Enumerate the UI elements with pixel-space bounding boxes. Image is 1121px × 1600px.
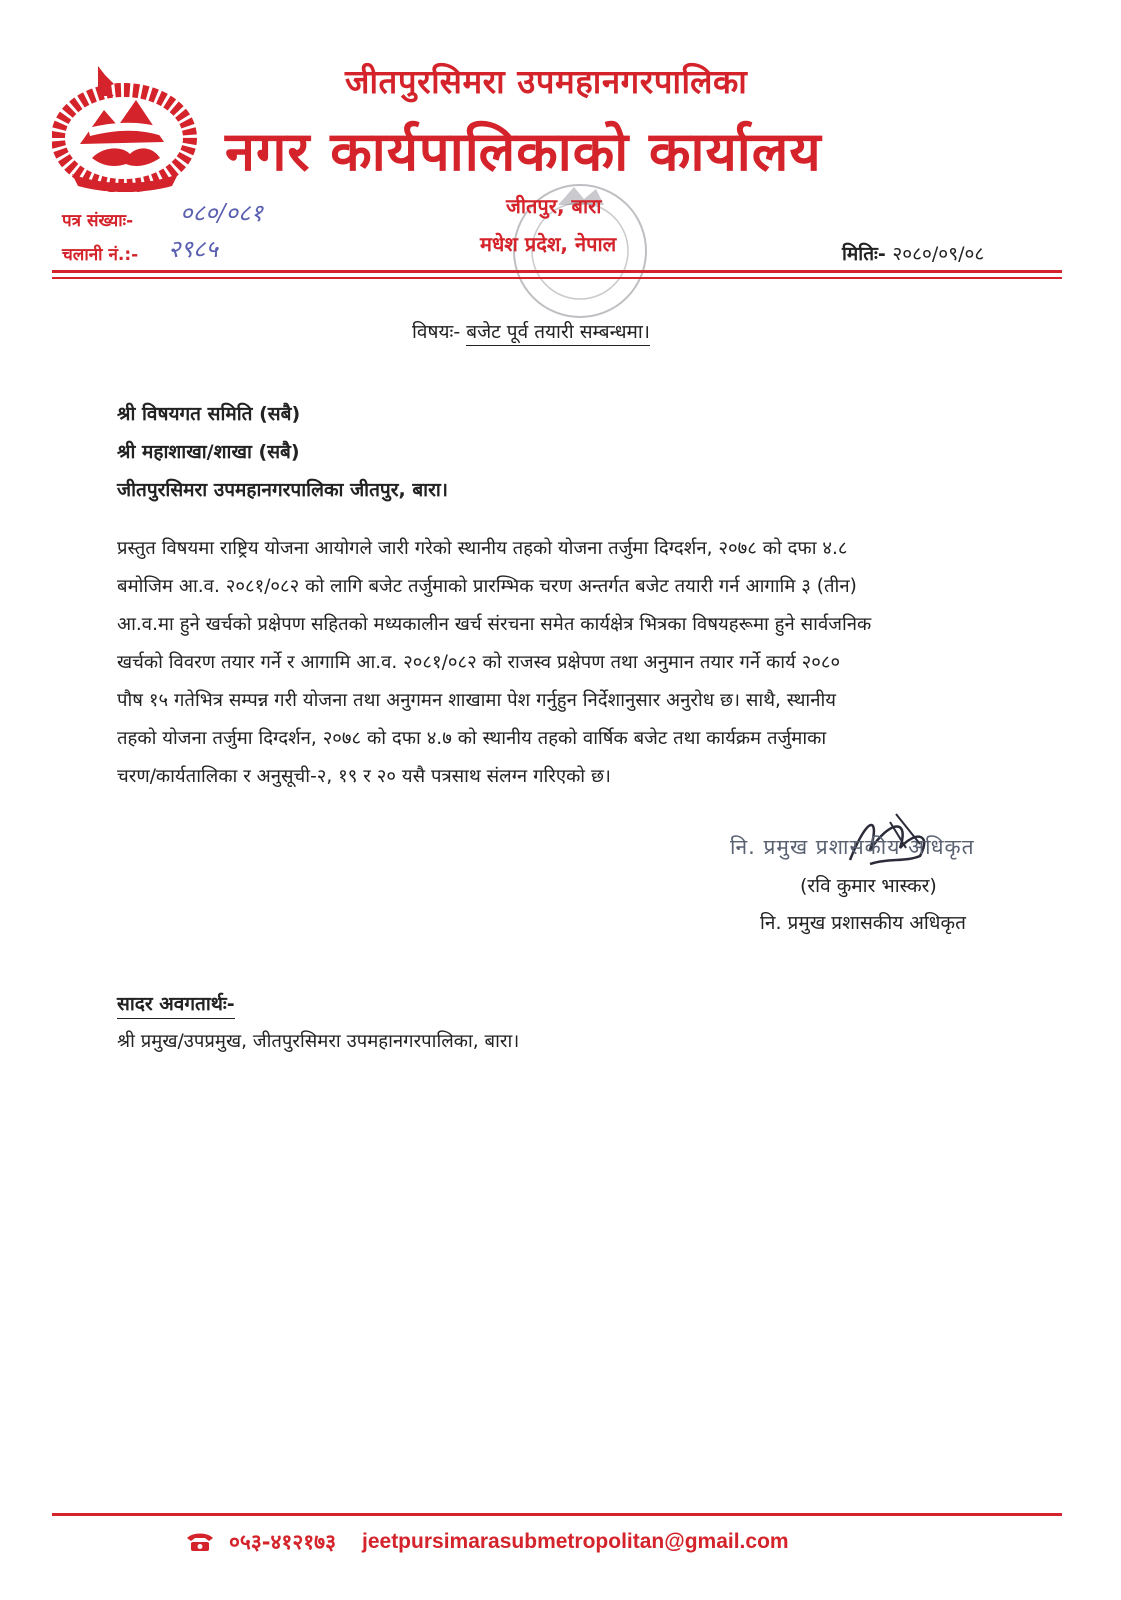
body-line: आ.व.मा हुने खर्चको प्रक्षेपण सहितको मध्यकालीन खर्च संरचना समेत कार्यक्षेत्र भित्रका विषयहरूमा हुने सार्वजनिक [117, 614, 872, 635]
designation-stamp: नि. प्रमुख प्रशासकीय अधिकृत [730, 835, 975, 859]
letter-no-label: पत्र संख्याः- [62, 211, 134, 231]
header-rule [52, 270, 1062, 273]
subject-line [412, 318, 650, 344]
signer-title: नि. प्रमुख प्रशासकीय अधिकृत [760, 912, 966, 934]
subject-text: बजेट पूर्व तयारी सम्बन्धमा। [466, 321, 650, 346]
telephone-icon [185, 1532, 215, 1552]
dispatch-no-value: २९८५ [168, 235, 218, 263]
addressee-line: जीतपुरसिमरा उपमहानगरपालिका जीतपुर, बारा। [117, 479, 448, 501]
date-value: २०८०/०९/०८ [892, 243, 985, 265]
header-rule-thin [52, 277, 1062, 279]
letter-no-value: ०८०/०८१ [180, 199, 263, 227]
letter-date [842, 240, 984, 266]
signer-name: (रवि कुमार भास्कर) [800, 875, 937, 897]
seal-province: मधेश प्रदेश, नेपाल [480, 232, 617, 256]
footer-email[interactable]: jeetpursimarasubmetropolitan@gmail.com [362, 1530, 789, 1553]
footer-contact [185, 1528, 789, 1556]
footer-rule [52, 1513, 1062, 1516]
seal-location: जीतपुर, बारा [506, 194, 602, 218]
body-line: खर्चको विवरण तयार गर्ने र आगामि आ.व. २०८१/०८२ को राजस्व प्रक्षेपण तथा अनुमान तयार गर्ने कार्य २०८० [117, 652, 841, 673]
body-line: पौष १५ गतेभित्र सम्पन्न गरी योजना तथा अनुगमन शाखामा पेश गर्नुहुन निर्देशानुसार अनुरोध छ। साथै, स्थानीय [117, 690, 837, 711]
date-label: मितिः- [842, 243, 886, 265]
body-line: चरण/कार्यतालिका र अनुसूची-२, १९ र २० यसै पत्रसाथ संलग्न गरिएको छ। [117, 766, 611, 787]
cc-label: सादर अवगतार्थः- [117, 990, 235, 1019]
addressee-line: श्री विषयगत समिति (सबै) [117, 403, 301, 425]
emblem-logo [52, 62, 197, 192]
body-line: बमोजिम आ.व. २०८१/०८२ को लागि बजेट तर्जुमाको प्रारम्भिक चरण अन्तर्गत बजेट तयारी गर्न आगामि ३ (तीन) [117, 576, 857, 597]
addressee-line: श्री महाशाखा/शाखा (सबै) [117, 441, 300, 463]
body-paragraph [117, 530, 1052, 796]
body-line: प्रस्तुत विषयमा राष्ट्रिय योजना आयोगले जारी गरेको स्थानीय तहको योजना तर्जुमा दिग्दर्शन, २०७८ को दफा ४.८ [117, 538, 848, 559]
cc-item: श्री प्रमुख/उपप्रमुख, जीतपुरसिमरा उपमहानगरपालिका, बारा। [117, 1031, 520, 1052]
footer-phone: ०५३-४१२१७३ [229, 1530, 336, 1554]
dispatch-no-label: चलानी नं.:- [62, 245, 139, 265]
office-title: नगर कार्यपालिकाको कार्यालय [225, 120, 822, 183]
body-line: तहको योजना तर्जुमा दिग्दर्शन, २०७८ को दफा ४.७ को स्थानीय तहको वार्षिक बजेट तथा कार्यक्रम तर्जुमाका [117, 728, 827, 749]
office-name: जीतपुरसिमरा उपमहानगरपालिका [345, 62, 748, 101]
subject-label: विषयः- [412, 321, 461, 343]
